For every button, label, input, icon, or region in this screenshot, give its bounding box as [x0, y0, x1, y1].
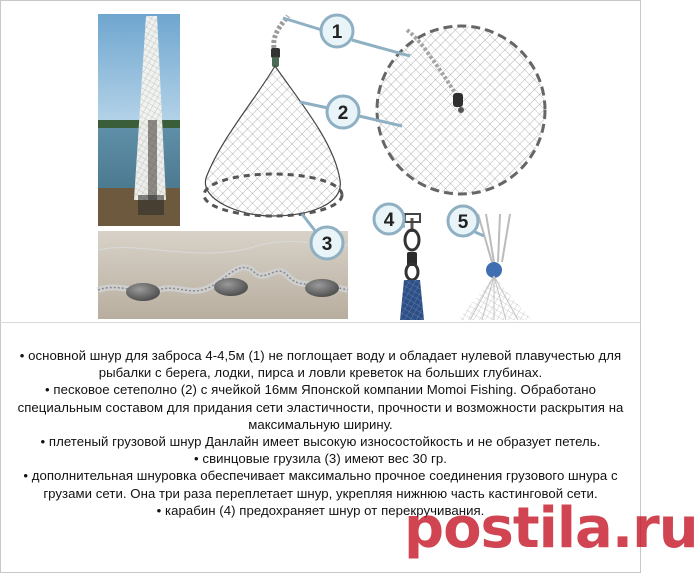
photo-swivel: [400, 214, 424, 320]
callout-3: [311, 227, 343, 259]
svg-text:5: 5: [457, 212, 469, 233]
svg-text:3: 3: [321, 234, 333, 255]
cone-net: [204, 66, 342, 216]
callout-5: [448, 206, 478, 236]
description-weights: • свинцовые грузила (3) имеют вес 30 гр.: [194, 451, 447, 467]
photo-fisherman: [98, 14, 180, 226]
round-net: [377, 26, 545, 194]
watermark-logo: postila.ru: [404, 496, 698, 561]
section-divider: [0, 322, 641, 323]
description-carabiner: • карабин (4) предохраняет шнур от перекручивания.: [156, 502, 485, 518]
callout-4: [374, 204, 404, 234]
description-net: • песковое сетеполно (2) с ячейкой 16мм Японской компании Momoi Fishing. Обработано специальным составом для придания сети эластичности, прочности и возможности раскрытия на максимальную ширину.: [17, 382, 624, 432]
svg-text:1: 1: [331, 22, 343, 43]
description-rope: • основной шнур для заброса 4-4,5м (1) не поглощает воду и обладает нулевой плавучестью для рыбалки с берега, лодки, пирса и ловли креветок на больших глубинах.: [19, 348, 622, 381]
main-rope: [271, 16, 288, 67]
callout-2: [327, 96, 359, 128]
description-lacing: • дополнительная шнуровка обеспечивает максимально прочное соединения грузового шнура с грузами сети. Она три раза переплетает шнур, укрепляя нижнюю часть кастинговой сети.: [23, 468, 618, 501]
callout-1: [321, 15, 353, 47]
svg-text:4: 4: [383, 210, 395, 231]
svg-text:2: 2: [337, 103, 349, 124]
product-description: [4, 347, 637, 519]
description-leadline: • плетеный грузовой шнур Данлайн имеет высокую износостойкость и не образует петель.: [40, 434, 601, 450]
